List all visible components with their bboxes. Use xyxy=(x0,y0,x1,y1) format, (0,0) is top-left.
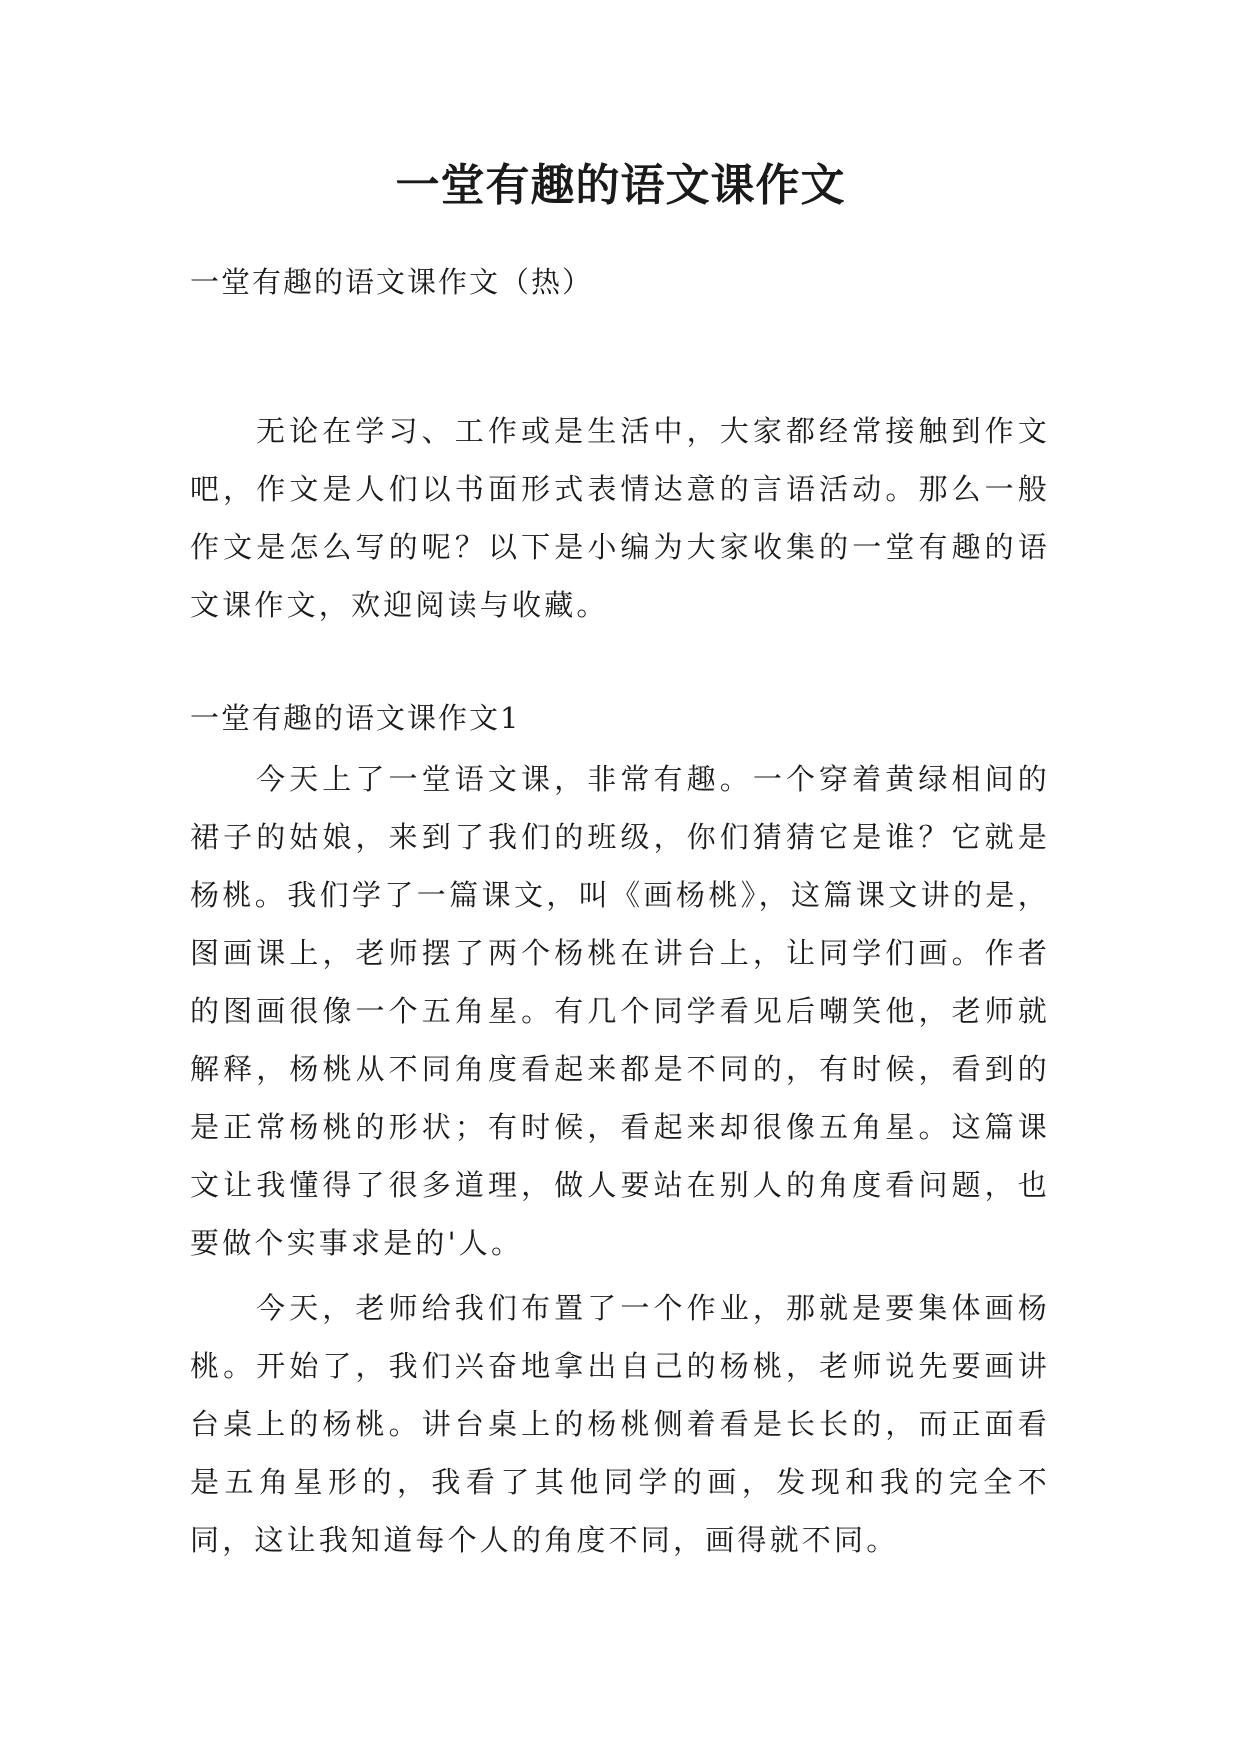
page-title: 一堂有趣的语文课作文 xyxy=(395,160,846,211)
section-heading: 一堂有趣的语文课作文1 xyxy=(190,701,521,735)
body-paragraph: 今天，老师给我们布置了一个作业，那就是要集体画杨桃。开始了，我们兴奋地拿出自己的杨桃，老师说先要画讲台桌上的杨桃。讲台桌上的杨桃侧着看是长长的，而正面看是五角星形的，我看了其他同学的画，发现和我的完全不同，这让我知道每个人的角度不同，画得就不同。 xyxy=(190,1291,1050,1557)
intro-paragraph: 无论在学习、工作或是生活中，大家都经常接触到作文吧，作文是人们以书面形式表情达意的言语活动。那么一般作文是怎么写的呢？以下是小编为大家收集的一堂有趣的语文课作文，欢迎阅读与收藏。 xyxy=(190,414,1050,622)
document-subtitle: 一堂有趣的语文课作文（热） xyxy=(190,265,594,299)
body-paragraph: 今天上了一堂语文课，非常有趣。一个穿着黄绿相间的裙子的姑娘，来到了我们的班级，你们猜猜它是谁？它就是杨桃。我们学了一篇课文，叫《画杨桃》，这篇课文讲的是，图画课上，老师摆了两个杨桃在讲台上，让同学们画。作者的图画很像一个五角星。有几个同学看见后嘲笑他，老师就解释，杨桃从不同角度看起来都是不同的，有时候，看到的是正常杨桃的形状；有时候，看起来却很像五角星。这篇课文让我懂得了很多道理，做人要站在别人的角度看问题，也要做个实事求是的'人。 xyxy=(190,762,1050,1260)
